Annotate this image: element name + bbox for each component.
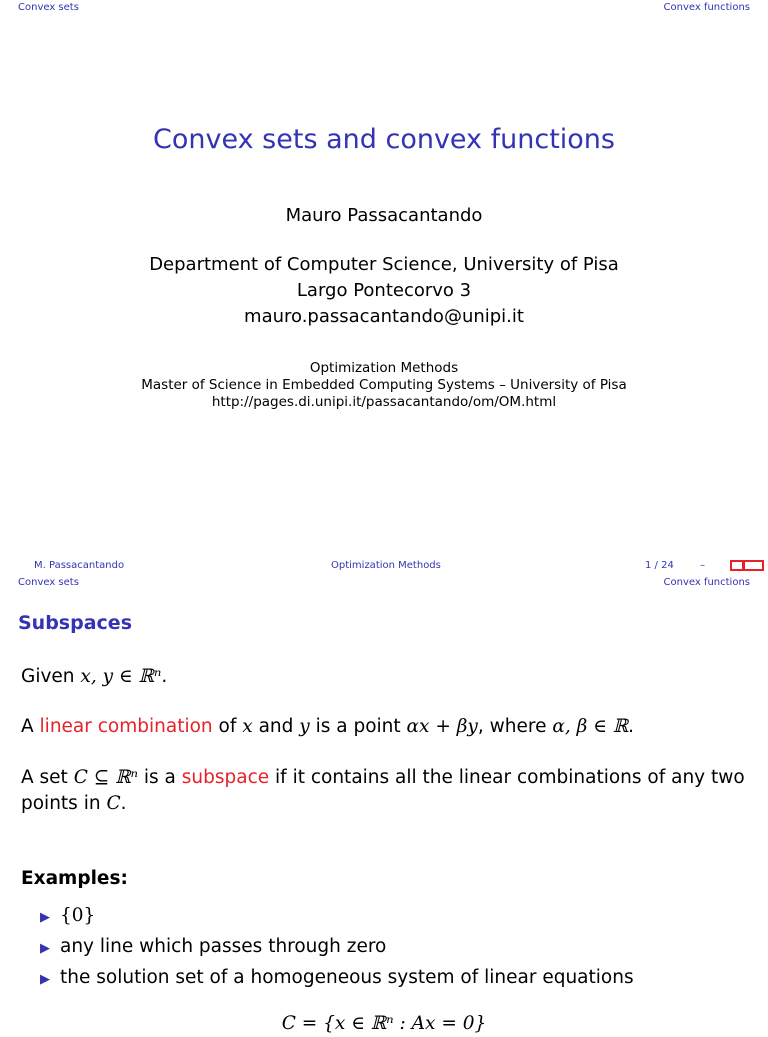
lc-text: is a point: [309, 716, 407, 737]
footer-author: M. Passacantando: [34, 560, 125, 571]
bullet-triangle-icon: ▶: [40, 972, 50, 987]
header-section-left[interactable]: Convex sets: [18, 2, 79, 13]
sub-set-math: C ⊆ ℝⁿ: [73, 767, 138, 788]
nav-back-icon[interactable]: [730, 560, 744, 571]
homogeneous-system-equation: C = {x ∈ ℝⁿ : Ax = 0}: [281, 1013, 487, 1034]
lc-var-y: y: [299, 716, 310, 737]
nav-forward-icon[interactable]: [743, 560, 764, 571]
list-item: [40, 903, 95, 931]
linear-combination-term: linear combination: [39, 716, 213, 737]
given-line: [21, 664, 167, 690]
lc-expression: αx + βy: [406, 716, 478, 737]
linear-combination-definition: [21, 714, 634, 740]
author-name: Mauro Passacantando: [285, 205, 483, 226]
course-url[interactable]: http://pages.di.unipi.it/passacantando/om/OM.html: [211, 394, 557, 410]
lc-text: , where: [477, 716, 553, 737]
footer-course: Optimization Methods: [331, 560, 441, 571]
given-suffix: .: [161, 666, 168, 687]
lc-text: and: [252, 716, 300, 737]
list-item: [40, 934, 386, 962]
author-email[interactable]: mauro.passacantando@unipi.it: [244, 306, 524, 327]
lc-scalars: α, β ∈ ℝ: [552, 716, 629, 737]
affiliation-address: Largo Pontecorvo 3: [296, 280, 472, 301]
header-section-right[interactable]: Convex functions: [663, 2, 750, 13]
examples-heading: Examples:: [21, 868, 128, 889]
example-text: the solution set of a homogeneous system of linear equations: [60, 967, 634, 988]
subspace-definition-line1: [21, 765, 745, 791]
lc-end: .: [628, 716, 635, 737]
presentation-title: Convex sets and convex functions: [153, 124, 615, 155]
footer-dash: –: [700, 560, 705, 571]
sub-line2-prefix: points in: [21, 793, 107, 814]
lc-var-x: x: [242, 716, 253, 737]
sub-text: if it contains all the linear combinations of any two: [269, 767, 745, 788]
given-prefix: Given: [21, 666, 81, 687]
bullet-triangle-icon: ▶: [40, 941, 50, 956]
program-name: Master of Science in Embedded Computing Systems – University of Pisa: [141, 377, 627, 393]
header-section-left[interactable]: Convex sets: [18, 577, 79, 588]
subspace-definition-line2: [21, 791, 127, 817]
lc-text: of: [212, 716, 243, 737]
header-section-right[interactable]: Convex functions: [663, 577, 750, 588]
lc-prefix: A: [21, 716, 40, 737]
list-item: [40, 965, 634, 993]
example-text: {0}: [60, 905, 96, 926]
bullet-triangle-icon: ▶: [40, 910, 50, 925]
sub-line2-math: C: [106, 793, 121, 814]
sub-line2-suffix: .: [120, 793, 127, 814]
footer-page-number: 1 / 24: [645, 560, 674, 571]
example-text: any line which passes through zero: [60, 936, 387, 957]
subspace-term: subspace: [181, 767, 270, 788]
sub-prefix: A set: [21, 767, 74, 788]
sub-text: is a: [138, 767, 182, 788]
frame-title: Subspaces: [18, 612, 132, 634]
course-name: Optimization Methods: [309, 360, 459, 376]
given-math: x, y ∈ ℝⁿ: [80, 666, 162, 687]
affiliation-department: Department of Computer Science, University of Pisa: [149, 254, 619, 275]
